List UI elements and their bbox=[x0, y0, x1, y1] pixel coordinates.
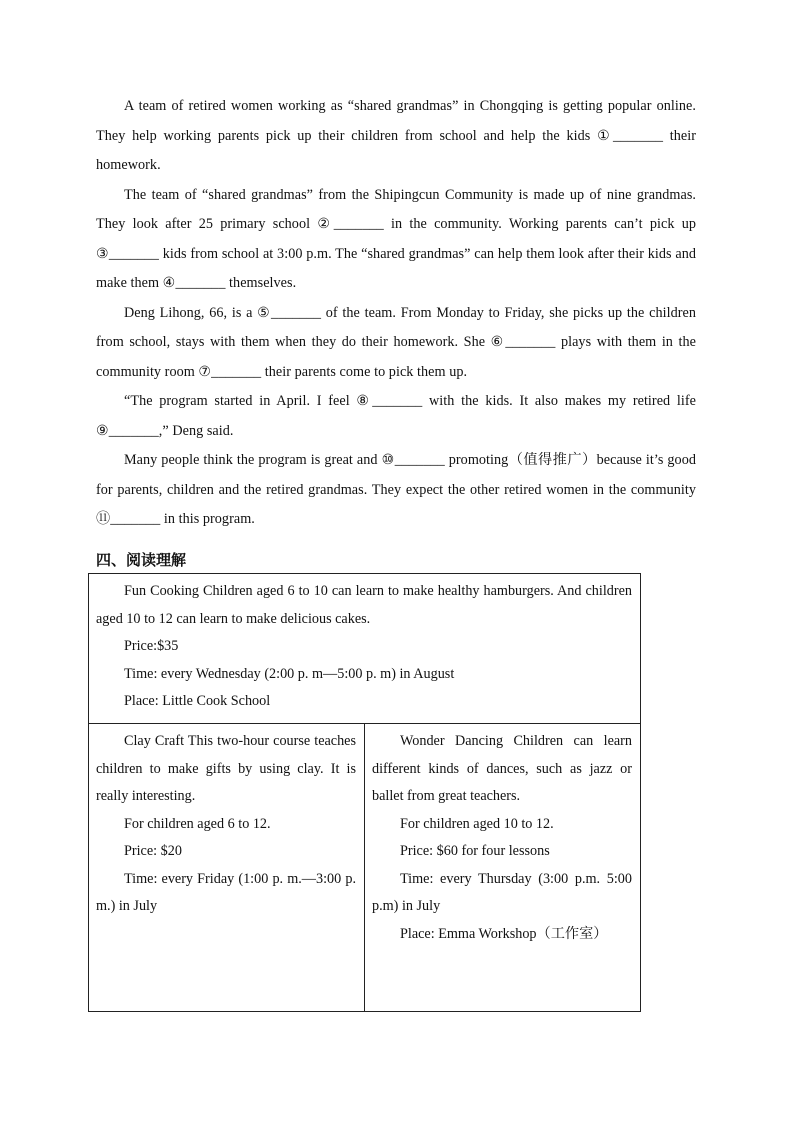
ads-row-clay-dancing bbox=[89, 724, 641, 1012]
ad-clay-price: Price: $20 bbox=[124, 843, 182, 859]
ad-dancing-price: Price: $60 for four lessons bbox=[400, 843, 550, 859]
ad-clay bbox=[89, 724, 365, 1012]
ad-dancing bbox=[365, 724, 641, 1012]
cloze-passage bbox=[96, 92, 696, 535]
ad-cooking-price: Price:$35 bbox=[124, 638, 179, 654]
section-heading-reading: 四、阅读理解 bbox=[96, 551, 187, 569]
ad-cooking-time: Time: every Wednesday (2:00 p. m—5:00 p. m) in August bbox=[124, 665, 455, 682]
ad-clay-time: Time: every Friday (1:00 p. m.—3:00 p. m.) in July bbox=[96, 870, 356, 914]
passage-paragraph-5: Many people think the program is great and ⑩_______ promoting（值得推广）because it’s good for parents, children and the retired grandmas. They expect the other retired women in the community ⑪_______ in this program. bbox=[96, 452, 696, 527]
passage-paragraph-4: “The program started in April. I feel ⑧_______ with the kids. It also makes my retired life ⑨_______,” Deng said. bbox=[96, 393, 696, 439]
ad-clay-description: Clay Craft This two-hour course teaches children to make gifts by using clay. It is really interesting. bbox=[96, 733, 356, 804]
ad-dancing-age: For children aged 10 to 12. bbox=[400, 815, 554, 832]
ad-cooking-place: Place: Little Cook School bbox=[124, 693, 271, 709]
ad-cooking-description: Fun Cooking Children aged 6 to 10 can learn to make healthy hamburgers. And children aged 10 to 12 can learn to make delicious cakes. bbox=[96, 583, 632, 627]
ad-dancing-place: Place: Emma Workshop（工作室） bbox=[400, 925, 608, 942]
ads-row-cooking bbox=[89, 574, 641, 724]
ad-dancing-description: Wonder Dancing Children can learn different kinds of dances, such as jazz or ballet from great teachers. bbox=[372, 733, 632, 804]
passage-paragraph-1: A team of retired women working as “shared grandmas” in Chongqing is getting popular online. They help working parents pick up their children from school and help the kids ①_______ their homework. bbox=[96, 98, 696, 173]
passage-paragraph-2: The team of “shared grandmas” from the Shipingcun Community is made up of nine grandmas. They look after 25 primary school ②_______ in the community. Working parents can’t pick up ③_______ kids from school at 3:00 p.m. The “shared grandmas” can help them look after their kids and make them ④_______ themselves. bbox=[96, 186, 696, 291]
ad-clay-age: For children aged 6 to 12. bbox=[124, 815, 271, 832]
ads-table bbox=[88, 573, 641, 1012]
ad-dancing-time: Time: every Thursday (3:00 p.m. 5:00 p.m) in July bbox=[372, 870, 632, 914]
passage-paragraph-3: Deng Lihong, 66, is a ⑤_______ of the team. From Monday to Friday, she picks up the children from school, stays with them when they do their homework. She ⑥_______ plays with them in the community room ⑦_______ their parents come to pick them up. bbox=[96, 304, 696, 380]
ad-cooking bbox=[89, 574, 641, 724]
